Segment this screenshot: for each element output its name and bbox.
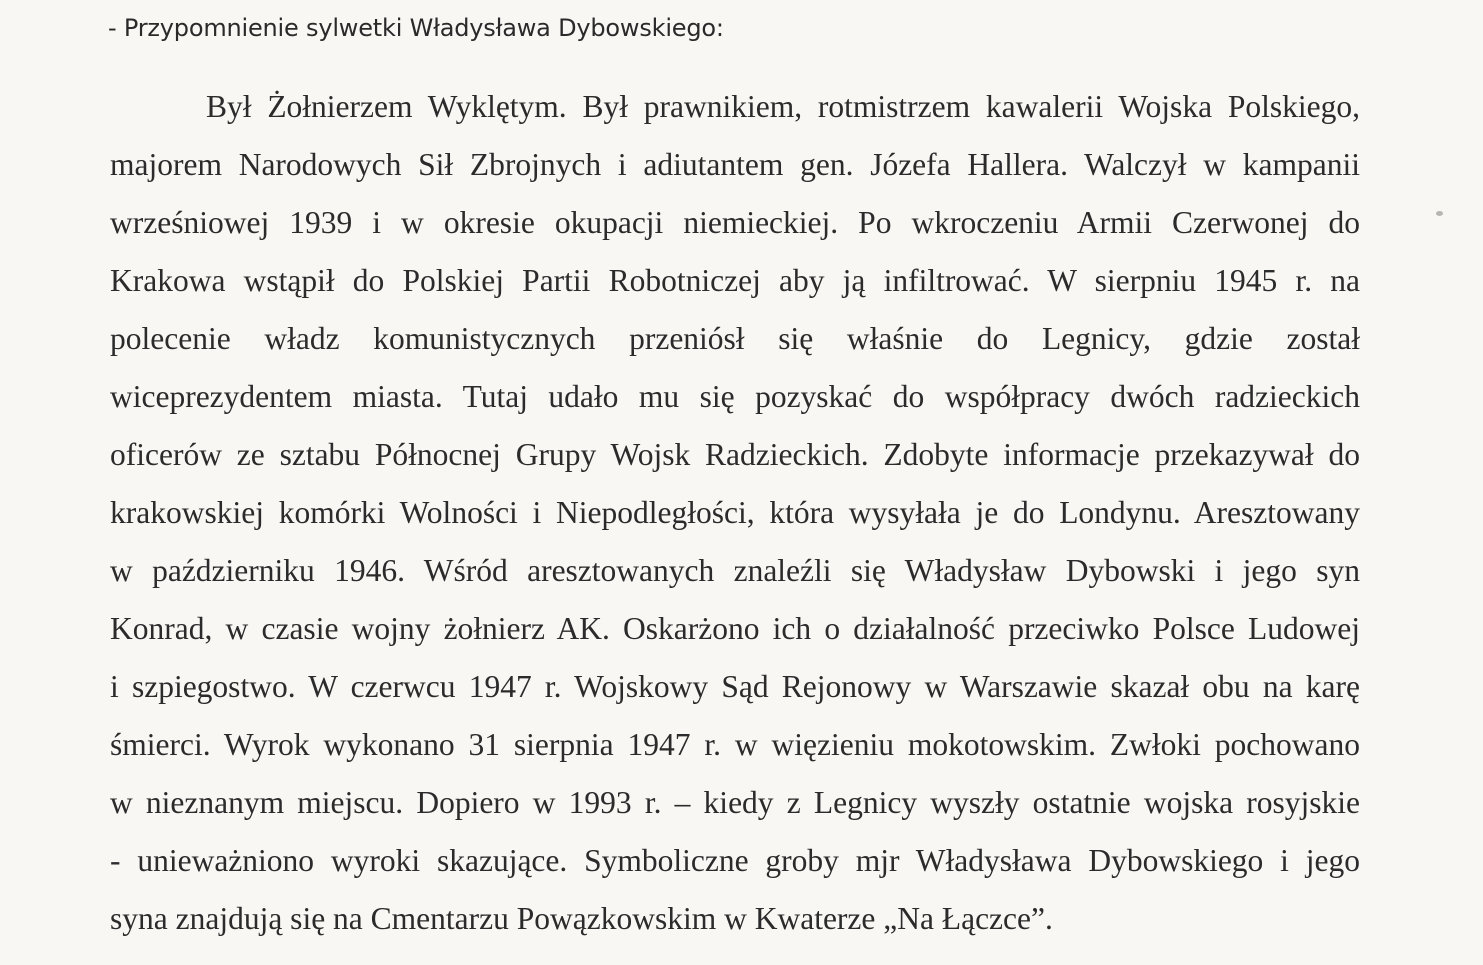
biography-paragraph [110,78,1360,948]
paragraph-line: Krakowa wstąpił do Polskiej Partii Robotniczej aby ją infiltrować. W sierpniu 1945 r. na [110,263,1360,298]
paragraph-line: w nieznanym miejscu. Dopiero w 1993 r. – kiedy z Legnicy wyszły ostatnie wojska rosyjskie [110,785,1360,820]
paragraph-line: i szpiegostwo. W czerwcu 1947 r. Wojskowy Sąd Rejonowy w Warszawie skazał obu na karę [110,669,1360,704]
paragraph-line: w październiku 1946. Wśród aresztowanych znaleźli się Władysław Dybowski i jego syn [110,553,1360,588]
paragraph-line: wiceprezydentem miasta. Tutaj udało mu się pozyskać do współpracy dwóch radzieckich [110,379,1360,414]
paragraph-line-last: syna znajdują się na Cmentarzu Powązkowskim w Kwaterze „Na Łączce”. [110,901,1053,936]
paragraph-line: Był Żołnierzem Wyklętym. Był prawnikiem, rotmistrzem kawalerii Wojska Polskiego, [206,89,1360,124]
paragraph-line: wrześniowej 1939 i w okresie okupacji niemieckiej. Po wkroczeniu Armii Czerwonej do [110,205,1360,240]
paragraph-line: krakowskiej komórki Wolności i Niepodległości, która wysyłała je do Londynu. Aresztowany [110,495,1360,530]
section-heading: - Przypomnienie sylwetki Władysława Dybowskiego: [108,14,724,42]
paragraph-line: Konrad, w czasie wojny żołnierz AK. Oskarżono ich o działalność przeciwko Polsce Ludowej [110,611,1360,646]
paragraph-line: majorem Narodowych Sił Zbrojnych i adiutantem gen. Józefa Hallera. Walczył w kampanii [110,147,1360,182]
paragraph-line: oficerów ze sztabu Północnej Grupy Wojsk Radzieckich. Zdobyte informacje przekazywał do [110,437,1360,472]
scan-speck [1436,211,1443,216]
paragraph-line: - unieważniono wyroki skazujące. Symboliczne groby mjr Władysława Dybowskiego i jego [110,843,1360,878]
paragraph-line: polecenie władz komunistycznych przeniósł się właśnie do Legnicy, gdzie został [110,321,1360,356]
paragraph-line: śmierci. Wyrok wykonano 31 sierpnia 1947 r. w więzieniu mokotowskim. Zwłoki pochowano [110,727,1360,762]
